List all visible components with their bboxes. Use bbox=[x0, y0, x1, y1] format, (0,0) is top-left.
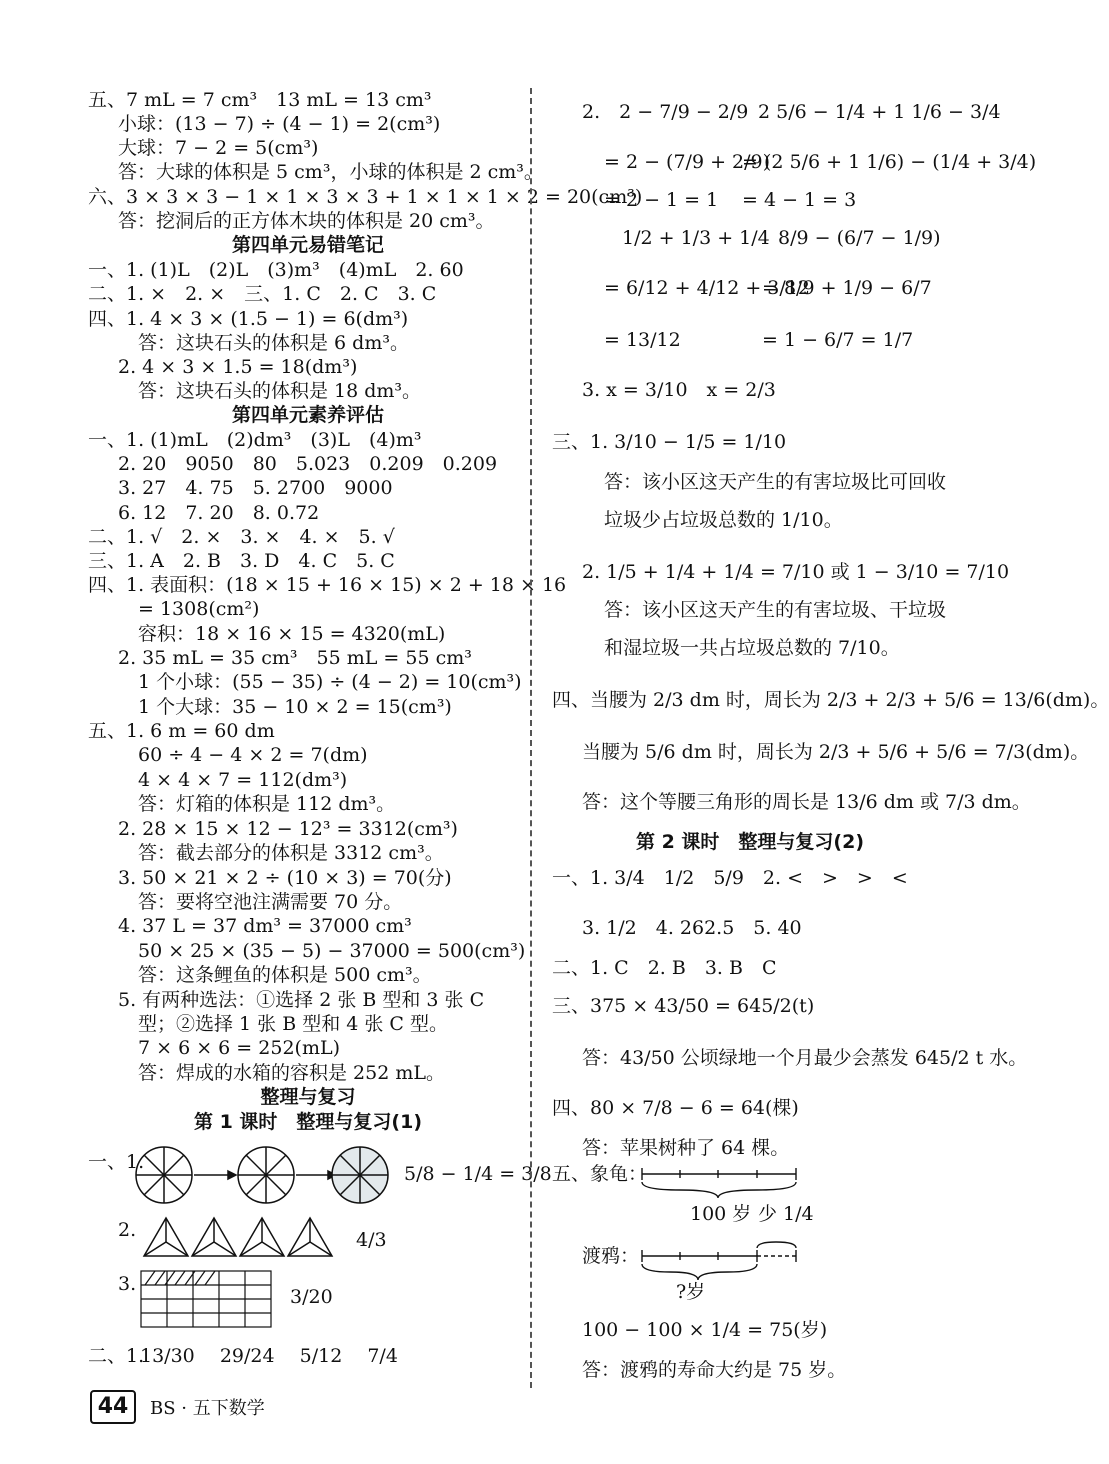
answer-line: 答：该小区这天产生的有害垃圾、干垃圾 bbox=[604, 599, 947, 621]
answer-line: 50 × 25 × (35 − 5) − 37000 = 500(cm³) bbox=[138, 940, 526, 962]
book-label: BS · 五下数学 bbox=[150, 1398, 265, 1419]
answer-line: 3. x = 3/10 x = 2/3 bbox=[582, 379, 776, 401]
answer-line: 2. 2 − 7/9 − 2/9 bbox=[582, 101, 749, 123]
answer-line: 1 个小球：(55 − 35) ÷ (4 − 2) = 10(cm³) bbox=[138, 671, 522, 693]
answer-line: 垃圾少占垃圾总数的 1/10。 bbox=[604, 509, 843, 531]
q2-answer: 4/3 bbox=[356, 1229, 387, 1251]
answer-line: 2. 1/5 + 1/4 + 1/4 = 7/10 或 1 − 3/10 = 7/10 bbox=[582, 561, 1010, 583]
answer-line: 6. 12 7. 20 8. 0.72 bbox=[118, 502, 320, 524]
answer-line: 3. 27 4. 75 5. 2700 9000 bbox=[118, 477, 393, 499]
fraction-circles-figure bbox=[132, 1143, 392, 1207]
answer-line: 答：这个等腰三角形的周长是 13/6 dm 或 7/3 dm。 bbox=[582, 791, 1031, 813]
raven-label: 渡鸦： bbox=[582, 1245, 640, 1267]
answer-line: 答：这块石头的体积是 6 dm³。 bbox=[138, 332, 409, 354]
answer-line: 型；②选择 1 张 B 型和 4 张 C 型。 bbox=[138, 1013, 448, 1035]
section-heading: 第四单元易错笔记 bbox=[231, 234, 384, 256]
column-divider bbox=[530, 88, 532, 1388]
answer-line: = 2 − 1 = 1 bbox=[604, 189, 719, 211]
answer-line: 容积：18 × 16 × 15 = 4320(mL) bbox=[138, 623, 446, 645]
answer-line: 答：渡鸦的寿命大约是 75 岁。 bbox=[582, 1359, 847, 1381]
answer-line: 答：灯箱的体积是 112 dm³。 bbox=[138, 793, 396, 815]
answer-line: 二、1. C 2. B 3. B C bbox=[552, 957, 777, 979]
q3-answer: 3/20 bbox=[290, 1286, 333, 1308]
answer-line: 2. 4 × 3 × 1.5 = 18(dm³) bbox=[118, 356, 358, 378]
answer-line: 100 − 100 × 1/4 = 75(岁) bbox=[582, 1319, 828, 1341]
q-label: 一、1. bbox=[88, 1151, 145, 1173]
answer-line: 答：苹果树种了 64 棵。 bbox=[582, 1137, 790, 1159]
answer-line: = 13/12 bbox=[604, 329, 681, 351]
answer-line: 答：43/50 公顷绿地一个月最少会蒸发 645/2 t 水。 bbox=[582, 1047, 1028, 1069]
section-heading: 第 1 课时 整理与复习(1) bbox=[193, 1111, 423, 1133]
answer-line: 答：截去部分的体积是 3312 cm³。 bbox=[138, 842, 444, 864]
section-heading: 第 2 课时 整理与复习(2) bbox=[635, 831, 865, 853]
ans-5-line: 五、7 mL = 7 cm³ 13 mL = 13 cm³ bbox=[88, 89, 432, 111]
section-heading: 整理与复习 bbox=[260, 1086, 356, 1108]
unknown-age: ?岁 bbox=[676, 1281, 706, 1303]
answer-line: 4 × 4 × 7 = 112(dm³) bbox=[138, 769, 348, 791]
frac-answer: 5/12 bbox=[299, 1345, 343, 1367]
answer-line: = 1308(cm²) bbox=[138, 598, 260, 620]
grid-figure bbox=[140, 1270, 274, 1330]
answer-line: 答：这块石头的体积是 18 dm³。 bbox=[138, 380, 422, 402]
answer-line: 三、1. 3/10 − 1/5 = 1/10 bbox=[552, 431, 787, 453]
ans-6-line: 六、3 × 3 × 3 − 1 × 1 × 3 × 3 + 1 × 1 × 1 × 2 = 20(cm³) bbox=[88, 186, 643, 208]
answer-line: 答：这条鲤鱼的体积是 500 cm³。 bbox=[138, 964, 432, 986]
tortoise-label: 五、象龟： bbox=[552, 1163, 648, 1185]
answer-line: 2. 20 9050 80 5.023 0.209 0.209 bbox=[118, 453, 498, 475]
frac-answer: 13/30 bbox=[140, 1345, 195, 1367]
answer-line: 和湿垃圾一共占垃圾总数的 7/10。 bbox=[604, 637, 900, 659]
big-ball-line: 大球：7 − 2 = 5(cm³) bbox=[118, 137, 319, 159]
answer-line: = 4 − 1 = 3 bbox=[742, 189, 857, 211]
tortoise-age: 100 岁 bbox=[690, 1203, 752, 1225]
answer-line: 答：挖洞后的正方体木块的体积是 20 cm³。 bbox=[118, 210, 495, 232]
q-label: 3. bbox=[118, 1273, 137, 1295]
answer-line: 2 5/6 − 1/4 + 1 1/6 − 3/4 bbox=[758, 101, 1001, 123]
q4-answer bbox=[140, 1344, 398, 1368]
answer-line: 2. 35 mL = 35 cm³ 55 mL = 55 cm³ bbox=[118, 647, 472, 669]
answer-line: 5. 有两种选法：①选择 2 张 B 型和 3 张 C bbox=[118, 989, 485, 1011]
answer-line: 三、1. A 2. B 3. D 4. C 5. C bbox=[88, 550, 395, 572]
answer-line: 四、1. 4 × 3 × (1.5 − 1) = 6(dm³) bbox=[88, 308, 409, 330]
answer-line: 二、1. √ 2. × 3. × 4. × 5. √ bbox=[88, 526, 395, 548]
q1-answer: 5/8 − 1/4 = 3/8 bbox=[404, 1163, 552, 1185]
answer-line: 答：要将空池注满需要 70 分。 bbox=[138, 891, 403, 913]
answer-line: 1/2 + 1/3 + 1/4 bbox=[622, 227, 770, 249]
q-label: 二、1. bbox=[88, 1345, 145, 1367]
less-quarter: 少 1/4 bbox=[758, 1203, 814, 1225]
answer-line: 五、1. 6 m = 60 dm bbox=[88, 720, 275, 742]
answer-line: 1 个大球：35 − 10 × 2 = 15(cm³) bbox=[138, 696, 452, 718]
q-label: 2. bbox=[118, 1219, 137, 1241]
answer-line: = 6/12 + 4/12 + 3/12 bbox=[604, 277, 810, 299]
page-number: 44 bbox=[90, 1390, 136, 1424]
answer-line: 三、375 × 43/50 = 645/2(t) bbox=[552, 995, 815, 1017]
answer-line: 60 ÷ 4 − 4 × 2 = 7(dm) bbox=[138, 744, 368, 766]
answer-line: 二、1. × 2. × 三、1. C 2. C 3. C bbox=[88, 283, 437, 305]
answer-line: 7 × 6 × 6 = 252(mL) bbox=[138, 1037, 340, 1059]
answer-line: 四、1. 表面积：(18 × 15 + 16 × 15) × 2 + 18 × 16 bbox=[88, 574, 567, 596]
answer-line: 四、当腰为 2/3 dm 时，周长为 2/3 + 2/3 + 5/6 = 13/6(dm)。 bbox=[552, 689, 1109, 711]
answer-line: 一、1. 3/4 1/2 5/9 2. < > > < bbox=[552, 867, 908, 889]
frac-answer: 7/4 bbox=[367, 1345, 398, 1367]
answer-line: 8/9 − (6/7 − 1/9) bbox=[778, 227, 941, 249]
answer-line: = 2 − (7/9 + 2/9) bbox=[604, 151, 771, 173]
answer-line: 答：该小区这天产生的有害垃圾比可回收 bbox=[604, 471, 947, 493]
answer-line: 一、1. (1)L (2)L (3)m³ (4)mL 2. 60 bbox=[88, 259, 464, 281]
answer-line: 一、1. (1)mL (2)dm³ (3)L (4)m³ bbox=[88, 429, 422, 451]
frac-answer: 29/24 bbox=[219, 1345, 275, 1367]
answer-line: 四、80 × 7/8 − 6 = 64(棵) bbox=[552, 1097, 799, 1119]
answer-line: = 1 − 6/7 = 1/7 bbox=[762, 329, 914, 351]
answer-line: 3. 50 × 21 × 2 ÷ (10 × 3) = 70(分) bbox=[118, 867, 452, 889]
answer-line: 当腰为 5/6 dm 时，周长为 2/3 + 5/6 + 5/6 = 7/3(dm)。 bbox=[582, 741, 1090, 763]
small-ball-line: 小球：(13 − 7) ÷ (4 − 1) = 2(cm³) bbox=[118, 113, 441, 135]
answer-line: = 8/9 + 1/9 − 6/7 bbox=[762, 277, 932, 299]
triangles-figure bbox=[140, 1214, 340, 1260]
answer-line: = (2 5/6 + 1 1/6) − (1/4 + 3/4) bbox=[742, 151, 1037, 173]
section-heading: 第四单元素养评估 bbox=[231, 404, 384, 426]
answer-line: 答：大球的体积是 5 cm³，小球的体积是 2 cm³。 bbox=[118, 161, 543, 183]
answer-line: 2. 28 × 15 × 12 − 12³ = 3312(cm³) bbox=[118, 818, 458, 840]
answer-line: 4. 37 L = 37 dm³ = 37000 cm³ bbox=[118, 915, 412, 937]
answer-line: 答：焊成的水箱的容积是 252 mL。 bbox=[138, 1062, 445, 1084]
answer-line: 3. 1/2 4. 262.5 5. 40 bbox=[582, 917, 802, 939]
